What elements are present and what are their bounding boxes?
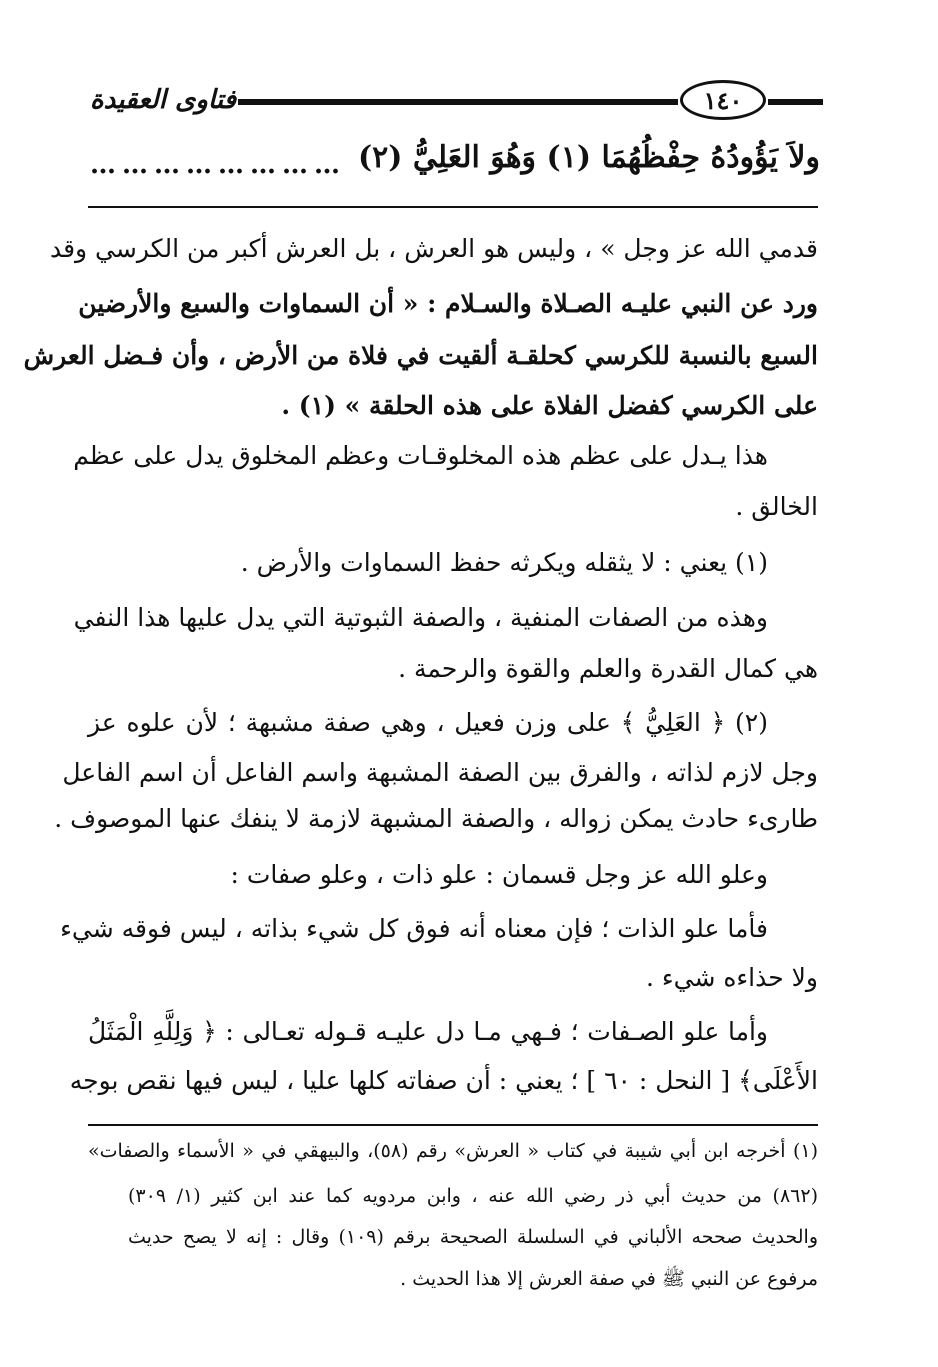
body-line: وجل لازم لذاته ، والفرق بين الصفة المشبهة واسم الفاعل أن اسم الفاعل [62, 758, 818, 787]
header-rule [238, 99, 678, 105]
divider [88, 206, 818, 208]
body-line: وعلو الله عز وجل قسمان : علو ذات ، وعلو صفات : [230, 860, 768, 889]
footnote-line: مرفوع عن النبي ﷺ في صفة العرش إلا هذا الحديث . [400, 1268, 818, 1290]
body-line: هذا يـدل على عظم هذه المخلوقـات وعظم المخلوق يدل على عظم [73, 441, 768, 470]
footnote-divider [88, 1124, 818, 1126]
footnote-gloss-line: (١) يعني : لا يثقله ويكرثه حفظ السماوات والأرض . [240, 548, 768, 577]
verse-heading: ولاَ يَؤُودُهُ حِفْظُهُمَا (١) وَهُوَ العَلِيُّ (٢) [357, 140, 820, 175]
body-line: قدمي الله عز وجل » ، وليس هو العرش ، بل العرش أكبر من الكرسي وقد [49, 234, 818, 263]
body-line: (٢) ﴿ العَلِيُّ ﴾ على وزن فعيل ، وهي صفة مشبهة ؛ لأن علوه عز [88, 708, 768, 737]
body-line: على الكرسي كفضل الفلاة على هذه الحلقة » (١) . [281, 391, 818, 420]
body-line: السبع بالنسبة للكرسي كحلقـة ألقيت في فلاة من الأرض ، وأن فـضل العرش [23, 341, 818, 370]
page-number: ١٤٠ [680, 80, 766, 120]
verse-dots: …………………… [90, 150, 346, 180]
body-line: الخالق . [735, 492, 818, 521]
body-line: الأَعْلَى﴾ [ النحل : ٦٠ ] ؛ يعني : أن صفاته كلها عليا ، ليس فيها نقص بوجه [69, 1066, 818, 1095]
body-line: طارىء حادث يمكن زواله ، والصفة المشبهة لازمة لا ينفك عنها الموصوف . [54, 804, 818, 833]
footnote-line: (١) أخرجه ابن أبي شيبة في كتاب « العرش» رقم (٥٨)، والبيهقي في « الأسماء والصفات» [88, 1140, 819, 1162]
running-header-title: فتاوى العقيدة [90, 85, 237, 115]
body-line: فأما علو الذات ؛ فإن معناه أنه فوق كل شيء بذاته ، ليس فوقه شيء [60, 914, 768, 943]
footnote-line: والحديث صححه الألباني في السلسلة الصحيحة برقم (١٠٩) وقال : إنه لا يصح حديث [128, 1226, 818, 1248]
body-line: وأما علو الصـفات ؛ فـهي مـا دل عليـه قـوله تعـالى : ﴿ وَلِلَّهِ الْمَثَلُ [88, 1017, 768, 1046]
body-line: وهذه من الصفات المنفية ، والصفة الثبوتية التي يدل عليها هذا النفي [73, 603, 768, 632]
header-rule [768, 99, 823, 105]
footnote-line: (٨٦٢) من حديث أبي ذر رضي الله عنه ، وابن مردويه كما عند ابن كثير (١/ ٣٠٩) [128, 1185, 818, 1207]
body-line: ولا حذاءه شيء . [645, 963, 818, 992]
body-line: ورد عن النبي عليـه الصـلاة والسـلام : « أن السماوات والسبع والأرضين [78, 289, 818, 318]
body-line: هي كمال القدرة والعلم والقوة والرحمة . [398, 654, 818, 683]
